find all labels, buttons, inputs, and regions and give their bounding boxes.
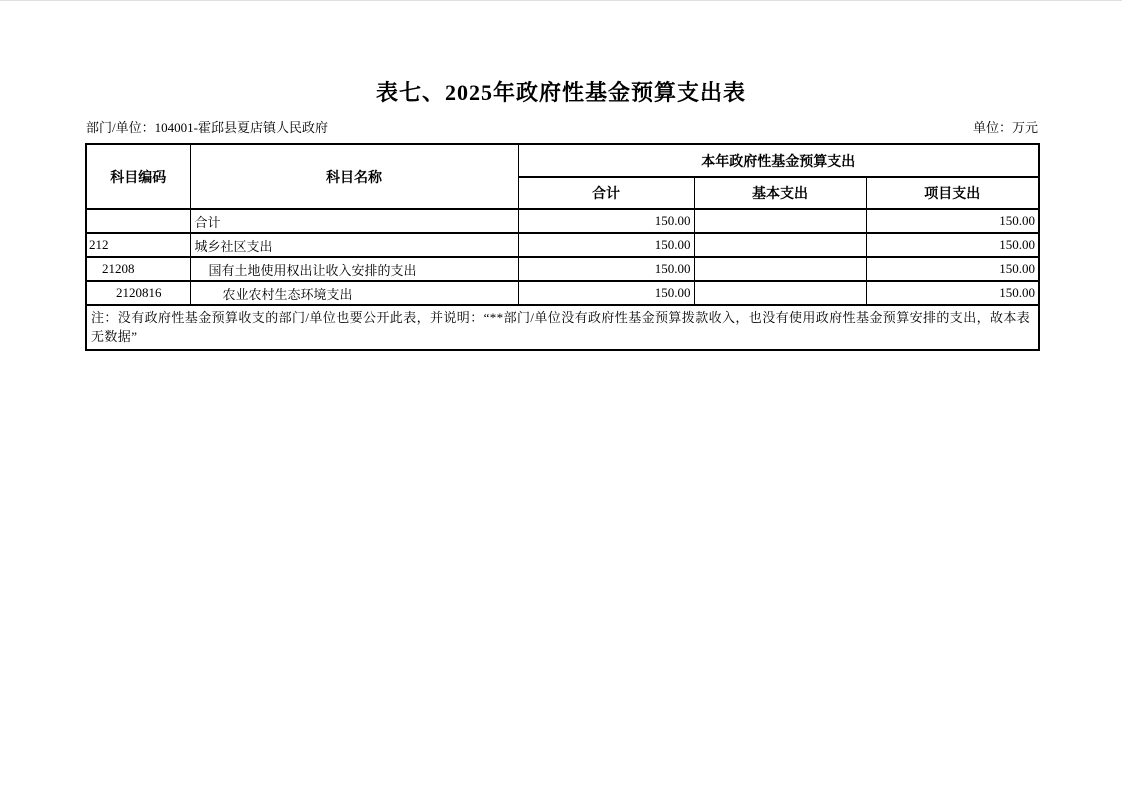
table-row	[86, 233, 1039, 257]
table-row	[86, 257, 1039, 281]
header-row-1	[86, 144, 1039, 177]
page-title: 表七、2025年政府性基金预算支出表	[375, 80, 746, 105]
meta-row	[86, 120, 1038, 136]
unit-label: 单位：万元	[972, 120, 1038, 135]
cell-name: 国有土地使用权出让收入安排的支出	[190, 257, 518, 281]
cell-code: 2120816	[86, 281, 190, 305]
header-current-year-fund-expenditure: 本年政府性基金预算支出	[518, 144, 1039, 177]
cell-basic	[694, 209, 866, 233]
header-total: 合计	[518, 177, 694, 209]
budget-table	[85, 143, 1040, 351]
cell-name: 合计	[190, 209, 518, 233]
cell-total: 150.00	[518, 233, 694, 257]
cell-basic	[694, 257, 866, 281]
cell-basic	[694, 233, 866, 257]
header-basic-expenditure: 基本支出	[694, 177, 866, 209]
table-row	[86, 281, 1039, 305]
header-subject-name: 科目名称	[190, 144, 518, 209]
table-note: 注：没有政府性基金预算收支的部门/单位也要公开此表，并说明：“**部门/单位没有政府性基金预算拨款收入，也没有使用政府性基金预算安排的支出，故本表无数据”	[86, 305, 1039, 350]
cell-project: 150.00	[866, 209, 1039, 233]
header-subject-code: 科目编码	[86, 144, 190, 209]
cell-project: 150.00	[866, 257, 1039, 281]
cell-total: 150.00	[518, 281, 694, 305]
cell-project: 150.00	[866, 281, 1039, 305]
cell-code: 212	[86, 233, 190, 257]
cell-code	[86, 209, 190, 233]
cell-project: 150.00	[866, 233, 1039, 257]
cell-total: 150.00	[518, 209, 694, 233]
department-unit-label: 部门/单位：104001-霍邱县夏店镇人民政府	[86, 120, 328, 135]
table-row-total	[86, 209, 1039, 233]
cell-name: 农业农村生态环境支出	[190, 281, 518, 305]
cell-basic	[694, 281, 866, 305]
note-row	[86, 305, 1039, 350]
cell-total: 150.00	[518, 257, 694, 281]
cell-name: 城乡社区支出	[190, 233, 518, 257]
header-project-expenditure: 项目支出	[866, 177, 1039, 209]
cell-code: 21208	[86, 257, 190, 281]
